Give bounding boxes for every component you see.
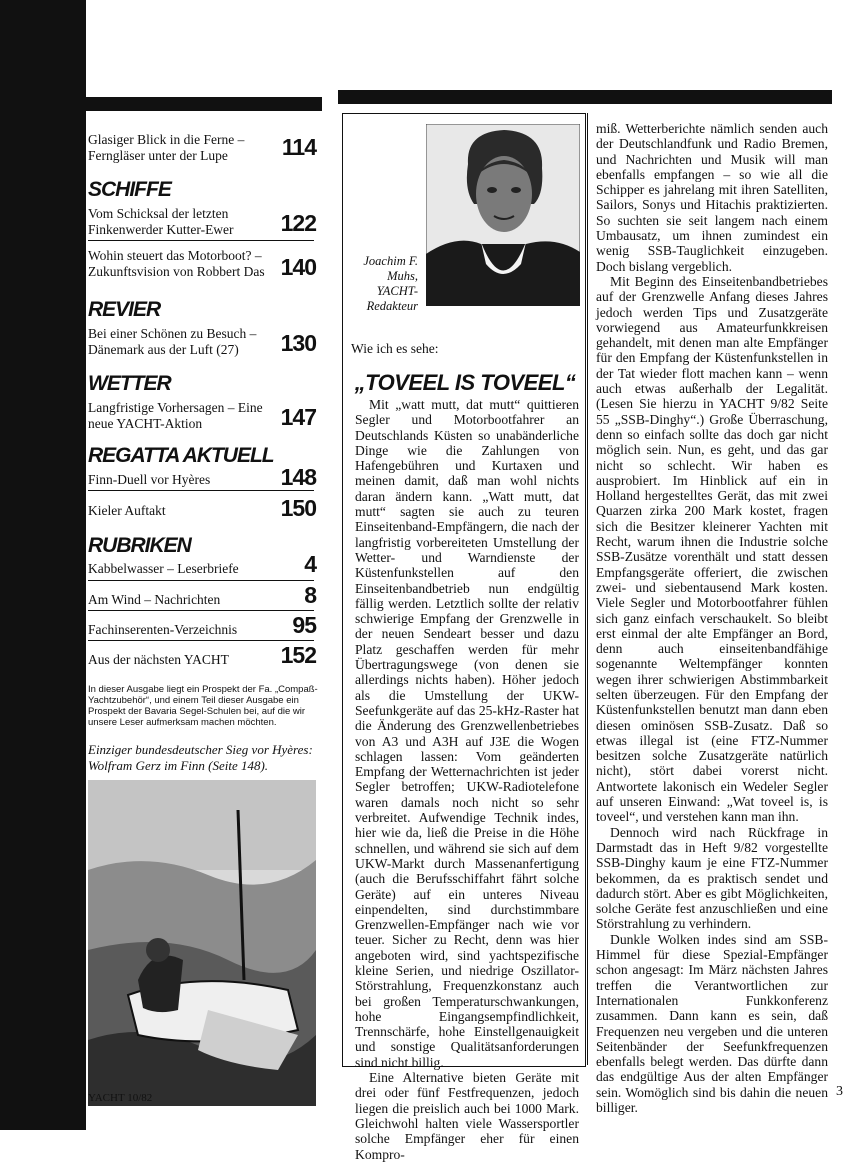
divider bbox=[88, 640, 314, 641]
divider bbox=[88, 490, 314, 491]
column-kicker: Wie ich es sehe: bbox=[351, 341, 439, 356]
toc-entry-page: 140 bbox=[280, 254, 316, 280]
editorial-body-column-1 bbox=[355, 397, 579, 1162]
toc-entry-page: 8 bbox=[304, 582, 316, 608]
toc-entry-page: 122 bbox=[280, 210, 316, 236]
body-paragraph: Eine Alternative bieten Geräte mit drei oder fünf Festfrequenzen, jedoch liegen die preislich auch bei 1000 Mark. Gleichwohl halten viele Wassersportler solche Empfänger eher für einen Kompro- bbox=[355, 1070, 579, 1162]
body-paragraph: Mit „watt mutt, dat mutt“ quittieren Segler und Motorbootfahrer an Deutschlands Küsten so unabänderliche Dinge wie die Zahlungen von Hafengebühren und Kurtaxen und meinen damit, daß man wohl nichts daran ändern kann. „Watt mutt, dat mutt“ sagten sie auch zu teuren Einseitenband-Empfängern, die nach der langfristig vorbereiteten Umstellung der Wetter- und Warndienste der Küstenfunkstellen auf den Einseitenbandbetrieb nun endgültig fällig werden. Letztlich sollte der relativ schwierige Empfang der Grenzwelle in der neuen Sendeart besser und dazu Platz geschaffen werden für mehr Übertragungswege (von denen sie allerdings nichts haben). Höher jedoch als die Umstellung der UKW-Seefunkgeräte auf das 25-kHz-Raster hat die Änderung des Grenzwellenbetriebes von A3 und A3H auf J3E die Wogen schlagen lassen: Vom geänderten Empfang der Wetternachrichten ist jeder Segler betroffen; UKW-Radiotelefone waren damals noch nicht so sehr verbreitet. Aufwendige Technik indes, hier wie da, ließ die Preise in die Höhe schnellen, und während sie sich auf dem UKW-Markt durch Massenanfertigung (auch die Berufsschiffahrt fährt solche Geräte) auf ein unteres Niveau einpendelten, sind durchstimmbare Grenzwellen-Empfänger nach wie vor teuer. Sicher zu Recht, denn was hier angeboten wird, sind yachtspezifische kleine Serien, und niedrige Oszillator-Störstrahlung, Frequenzkonstanz auch bei großen Temperaturschwankungen, hohe Eingangsempfindlichkeit, Trennschärfe, hohe Einstellgenauigkeit und sonstige Qualitätsanforderungen sind nicht billig. bbox=[355, 397, 579, 1070]
toc-entry-text: Kabbelwasser – Leserbriefe bbox=[88, 561, 239, 576]
scan-black-edge bbox=[0, 0, 86, 1130]
toc-entry-text: Finn-Duell vor Hyères bbox=[88, 472, 211, 487]
section-heading-revier: REVIER bbox=[88, 298, 161, 321]
toc-entry-page: 130 bbox=[280, 330, 316, 356]
section-heading-rubriken: RUBRIKEN bbox=[88, 534, 191, 557]
body-paragraph: miß. Wetterberichte nämlich senden auch der Deutschlandfunk und Radio Bremen, und Nachrichten und Musik will man ebenfalls empfangen – so wie all die Schipper es jahrelang mit ihren Satelliten, Sailors, Sonys und Hitachis praktizierten. So suchten sie seit langem nach einem Umbausatz, um ihnen zumindest ein wenig SSB-Tauglichkeit einzugeben. Doch bislang vergeblich. bbox=[596, 121, 828, 274]
author-portrait bbox=[426, 124, 580, 306]
section-heading-regatta-aktuell: REGATTA AKTUELL bbox=[88, 444, 274, 467]
toc-entry-page: 150 bbox=[280, 495, 316, 521]
magazine-issue-footer: YACHT 10/82 bbox=[88, 1092, 153, 1104]
toc-entry-text: Wohin steuert das Motorboot? – Zukunftsvision von Robbert Das bbox=[88, 248, 265, 279]
toc-entry-text: Glasiger Blick in die Ferne – Ferngläser unter der Lupe bbox=[88, 132, 245, 163]
insert-notice: In dieser Ausgabe liegt ein Prospekt der Fa. „Compaß-Yachtzubehör“, und einem Teil dieser Ausgabe ein Prospekt der Bavaria Segel-Schulen bei, auf die wir unsere Leser aufmerksam machen möchten. bbox=[88, 684, 318, 728]
body-paragraph: Mit Beginn des Einseitenbandbetriebes auf der Grenzwelle Anfang dieses Jahres jedoch werden Tips und Zusatzgeräte vorwiegend aus Amateurfunkkreisen gehandelt, mit denen man alte Empfänger für den Empfang der Küstenfunkstellen in der Tat wieder flott machen kann – wenn auch etwas außerhalb der Legalität. (Lesen Sie hierzu in YACHT 9/82 Seite 55 „SSB-Dinghy“.) Große Überraschung, denn so einfach sollte das doch gar nicht möglich sein. Nun, es geht, und das gar nicht so schlecht. Wir haben es ausprobiert. Im Hinblick auf ein in Holland hergestelltes Gerät, das mit zwei Quarzen zirka 200 Mark kostet, fragen sich die Besitzer kleinerer Yachten mit Recht, warum ihnen die Industrie solche SSB-Zusätze vorenthält und statt dessen Empfangsgeräte offeriert, die zwischen zwei- und siebentausend Mark kosten. Viele Segler und Motorbootfahrer fühlen sich ganz einfach verschaukelt. So bleibt erst einmal der alte Empfänger an Bord, denn auch einseitenbandfähige sogenannte Weltempfänger konnten wegen ihrer schwierigen Abstimmbarkeit selten überzeugen. Für den Empfang der Küstenfunkstellen benutzt man dann eben diesen ominösen SSB-Zusatz. Daß so etwas illegal ist (eine FTZ-Nummer besitzen solche Zusatzgeräte natürlich nicht), stört dabei vorerst nicht. Antwortete lakonisch ein Wedeler Segler auf unseren Einwand: „Wat toveel is, is toveel“, und verstehen kann man ihn. bbox=[596, 273, 828, 825]
body-paragraph: Dunkle Wolken indes sind am SSB-Himmel für diese Spezial-Empfänger schon angesagt: Im März nächsten Jahres treffen die Verantwortlichen zur Internationalen Funkkonferenz zusammen. Dann kann es sein, daß Frequenzen neu vergeben und die unteren Seitenbänder der Seefunkfrequenzen ebenfalls belegt werden. Das dürfte dann das endgültige Aus der alten Empfänger sein. Womöglich sind bis dahin die neuen billiger. bbox=[596, 931, 828, 1115]
toc-entry-text: Kieler Auftakt bbox=[88, 503, 166, 518]
photo-caption: Einziger bundesdeutscher Sieg vor Hyères: Wolfram Gerz im Finn (Seite 148). bbox=[88, 742, 313, 773]
column-divider bbox=[587, 113, 588, 1065]
toc-entry-page: 95 bbox=[292, 612, 316, 638]
divider bbox=[88, 240, 314, 241]
toc-entry-page: 114 bbox=[281, 134, 316, 160]
toc-entry-text: Aus der nächsten YACHT bbox=[88, 652, 229, 667]
toc-entry-text: Bei einer Schönen zu Besuch – Dänemark aus der Luft (27) bbox=[88, 326, 257, 357]
finn-dinghy-photo bbox=[88, 780, 316, 1106]
toc-entry-text: Langfristige Vorhersagen – Eine neue YACHT-Aktion bbox=[88, 400, 263, 431]
top-bar-left bbox=[86, 97, 322, 111]
toc-entry-page: 152 bbox=[280, 642, 316, 668]
page-number: 3 bbox=[836, 1084, 843, 1099]
divider bbox=[88, 580, 314, 581]
toc-entry-text: Vom Schicksal der letzten Finkenwerder Kutter-Ewer bbox=[88, 206, 234, 237]
toc-entry-text: Fachinserenten-Verzeichnis bbox=[88, 622, 238, 637]
body-paragraph: Dennoch wird nach Rückfrage in Darmstadt das in Heft 9/82 vorgestellte SSB-Dinghy kaum je eine FTZ-Nummer bekommen, da es praktisch sendet und dadurch stört. Aber es gibt Möglichkeiten, solche Geräte fest anzuschließen und eine Störstrahlung zu verhindern. bbox=[596, 824, 828, 932]
section-heading-schiffe: SCHIFFE bbox=[88, 178, 171, 201]
editorial-headline: „TOVEEL IS TOVEEL“ bbox=[354, 370, 576, 395]
divider bbox=[88, 610, 314, 611]
portrait-caption: Joachim F. Muhs, YACHT-Redakteur bbox=[363, 254, 418, 313]
top-bar-right bbox=[338, 90, 832, 104]
toc-entry-page: 147 bbox=[280, 404, 316, 430]
toc-entry-page: 148 bbox=[280, 464, 316, 490]
editorial-body-column-2 bbox=[596, 121, 828, 1115]
section-heading-wetter: WETTER bbox=[88, 372, 171, 395]
table-of-contents bbox=[88, 112, 320, 1122]
toc-entry-text: Am Wind – Nachrichten bbox=[88, 592, 221, 607]
toc-entry-page: 4 bbox=[304, 551, 316, 577]
